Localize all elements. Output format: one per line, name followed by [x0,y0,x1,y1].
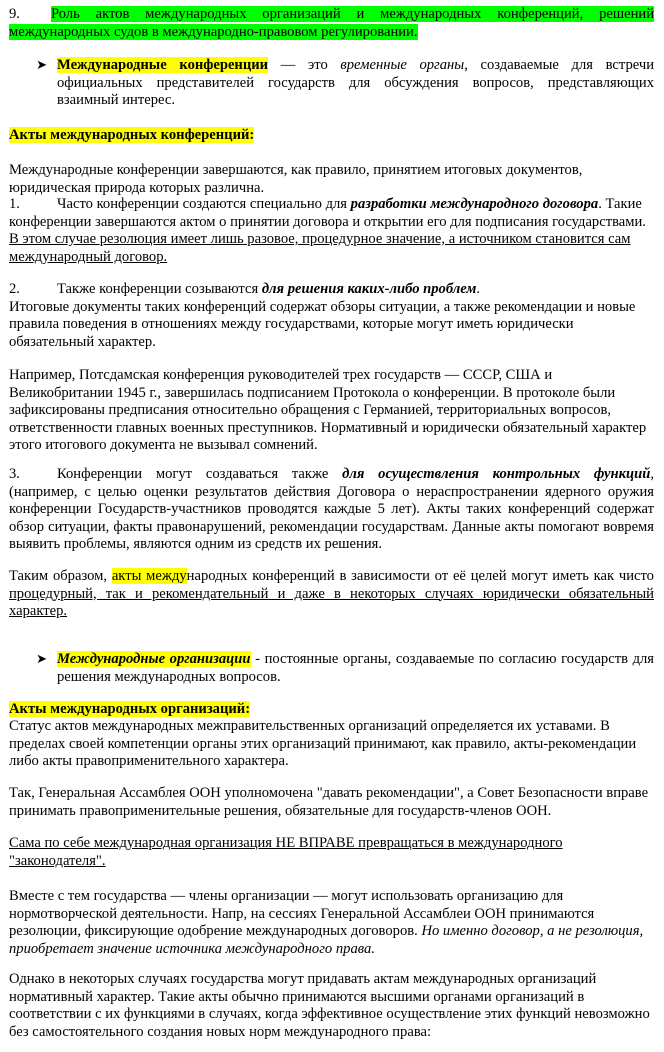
members-italic: Но именно договор, а не резолюция, приобретает значение источника международного права. [9,923,644,957]
members-text: Вместе с тем государства — члены организации — могут использовать организацию для нормотворческой деятельности. Напр, на сессиях Генеральной Ассамблеи ООН принимаются резолюции, фиксирующие одобрение международных договоров. [9,888,595,939]
list-item-3 [9,466,654,554]
arrow-bullet-icon: ➤ [36,652,47,667]
item-text: . [476,281,481,297]
conference-definition [9,57,654,110]
not-legislator-paragraph [9,835,654,870]
organization-acts-heading-text: Акты международных организаций: [9,701,251,717]
conference-acts-heading [9,127,654,145]
item-text: Итоговые документы таких конференций содержат обзоры ситуации, а также рекомендации и новые правила поведения в отношениях между государствами, которые могут иметь юридически обязательный характер. [9,298,636,350]
conclusion-underlined: процедурный, так и рекомендательный и даже в некоторых случаях юридически обязательный характер. [9,585,654,619]
normative-text: Однако в некоторых случаях государства могут придавать актам международных организаций нормативный характер. Такие акты обычно принимаются высшими органами организаций в соответствии с их функциями в случаях, когда эффективное осуществление этих функций невозможно без самостоятельного создания новых норм международного права: [9,971,650,1040]
conclusion-text: народных конференций в зависимости от её целей могут иметь как чисто [186,568,654,584]
item-emphasis: для решения каких-либо проблем [261,281,477,297]
arrow-bullet-icon: ➤ [36,58,47,73]
definition-rest: , создаваемые для встречи официальных представителей государств для обсуждения вопросов, представляющих взаимный интерес. [57,57,655,108]
item-text: . Такие конференции завершаются актом о принятии договора и открытии его для подписания государствами. [9,196,646,230]
not-legislator-text: Сама по себе международная организация НЕ ВПРАВЕ превращаться в международного "законодателя". [9,835,563,869]
section-heading [9,6,654,41]
heading-text: Роль актов международных организаций и международных конференций, решений международных судов в международно-правовом регулировании. [9,6,654,40]
item-number: 2. [9,281,20,297]
item-underlined: В этом случае резолюция имеет лишь разовое, процедурное значение, а источником становится сам международный договор. [9,231,631,265]
list-item-1 [9,196,654,266]
item-text: Конференции могут создаваться также [57,466,343,482]
item-emphasis: разработки международного договора [350,196,599,212]
temporary-organs: временные органы [340,57,465,73]
organization-definition [9,651,654,686]
item-emphasis: для осуществления контрольных функций [342,466,651,482]
conclusion-text: Таким образом, [9,568,112,584]
intro-text: Международные конференции завершаются, как правило, принятием итоговых документов, юридическая природа которых различна. [9,162,583,196]
normative-paragraph [9,971,654,1041]
conference-acts-heading-text: Акты международных конференций: [9,127,255,143]
potsdam-paragraph [9,367,654,455]
item-text: , (например, с целью оценки результатов действия Договора о нераспространении ядерного оружия конференции Государств-участников проводятся каждые 5 лет). Акты таких конференций содержат обзор ситуации, факты правонарушений, рекомендации государствам. Данные акты помогают вовремя выявить проблемы, являются одним из средств их решения. [9,466,654,552]
item-text: Часто конференции создаются специально для [57,196,351,212]
conclusion-highlight: акты между [111,568,187,584]
organization-term: Международные организации [57,651,251,667]
org-status-text: Статус актов международных межправительственных организаций определяется их уставами. В пределах своей компетенции органы этих организаций принимают, как правило, акты-рекомендации либо акты правоприменительного характера. [9,718,637,769]
un-text: Так, Генеральная Ассамблея ООН уполномочена "давать рекомендации", а Совет Безопасности вправе принимать правоприменительные решения, обязательные для государств-членов ООН. [9,785,649,819]
conclusion-paragraph [9,568,654,621]
item-text: Также конференции созываются [57,281,262,297]
item-number: 3. [9,466,20,482]
conference-term: Международные конференции [57,57,269,73]
intro-paragraph [9,162,654,197]
list-item-2 [9,281,654,351]
org-status-paragraph [9,718,654,771]
heading-number: 9. [9,6,20,22]
potsdam-text: Например, Потсдамская конференция руководителей трех государств — СССР, США и Великобритании 1945 г., завершилась подписанием Протокола о конференции. В протоколе были зафиксированы предписания относительно обращения с Германией, территориальных вопросов, ответственности главных военных преступников. Нормативный и юридически обязательный характер этого итогового документа не вызывал сомнений. [9,367,647,453]
definition-dash: — это [268,57,341,73]
organization-acts-heading [9,701,654,719]
item-number: 1. [9,196,20,212]
members-paragraph [9,888,654,958]
definition-rest: - постоянные органы, создаваемые по согласию государств для решения международных вопросов. [57,651,654,685]
un-paragraph [9,785,654,820]
